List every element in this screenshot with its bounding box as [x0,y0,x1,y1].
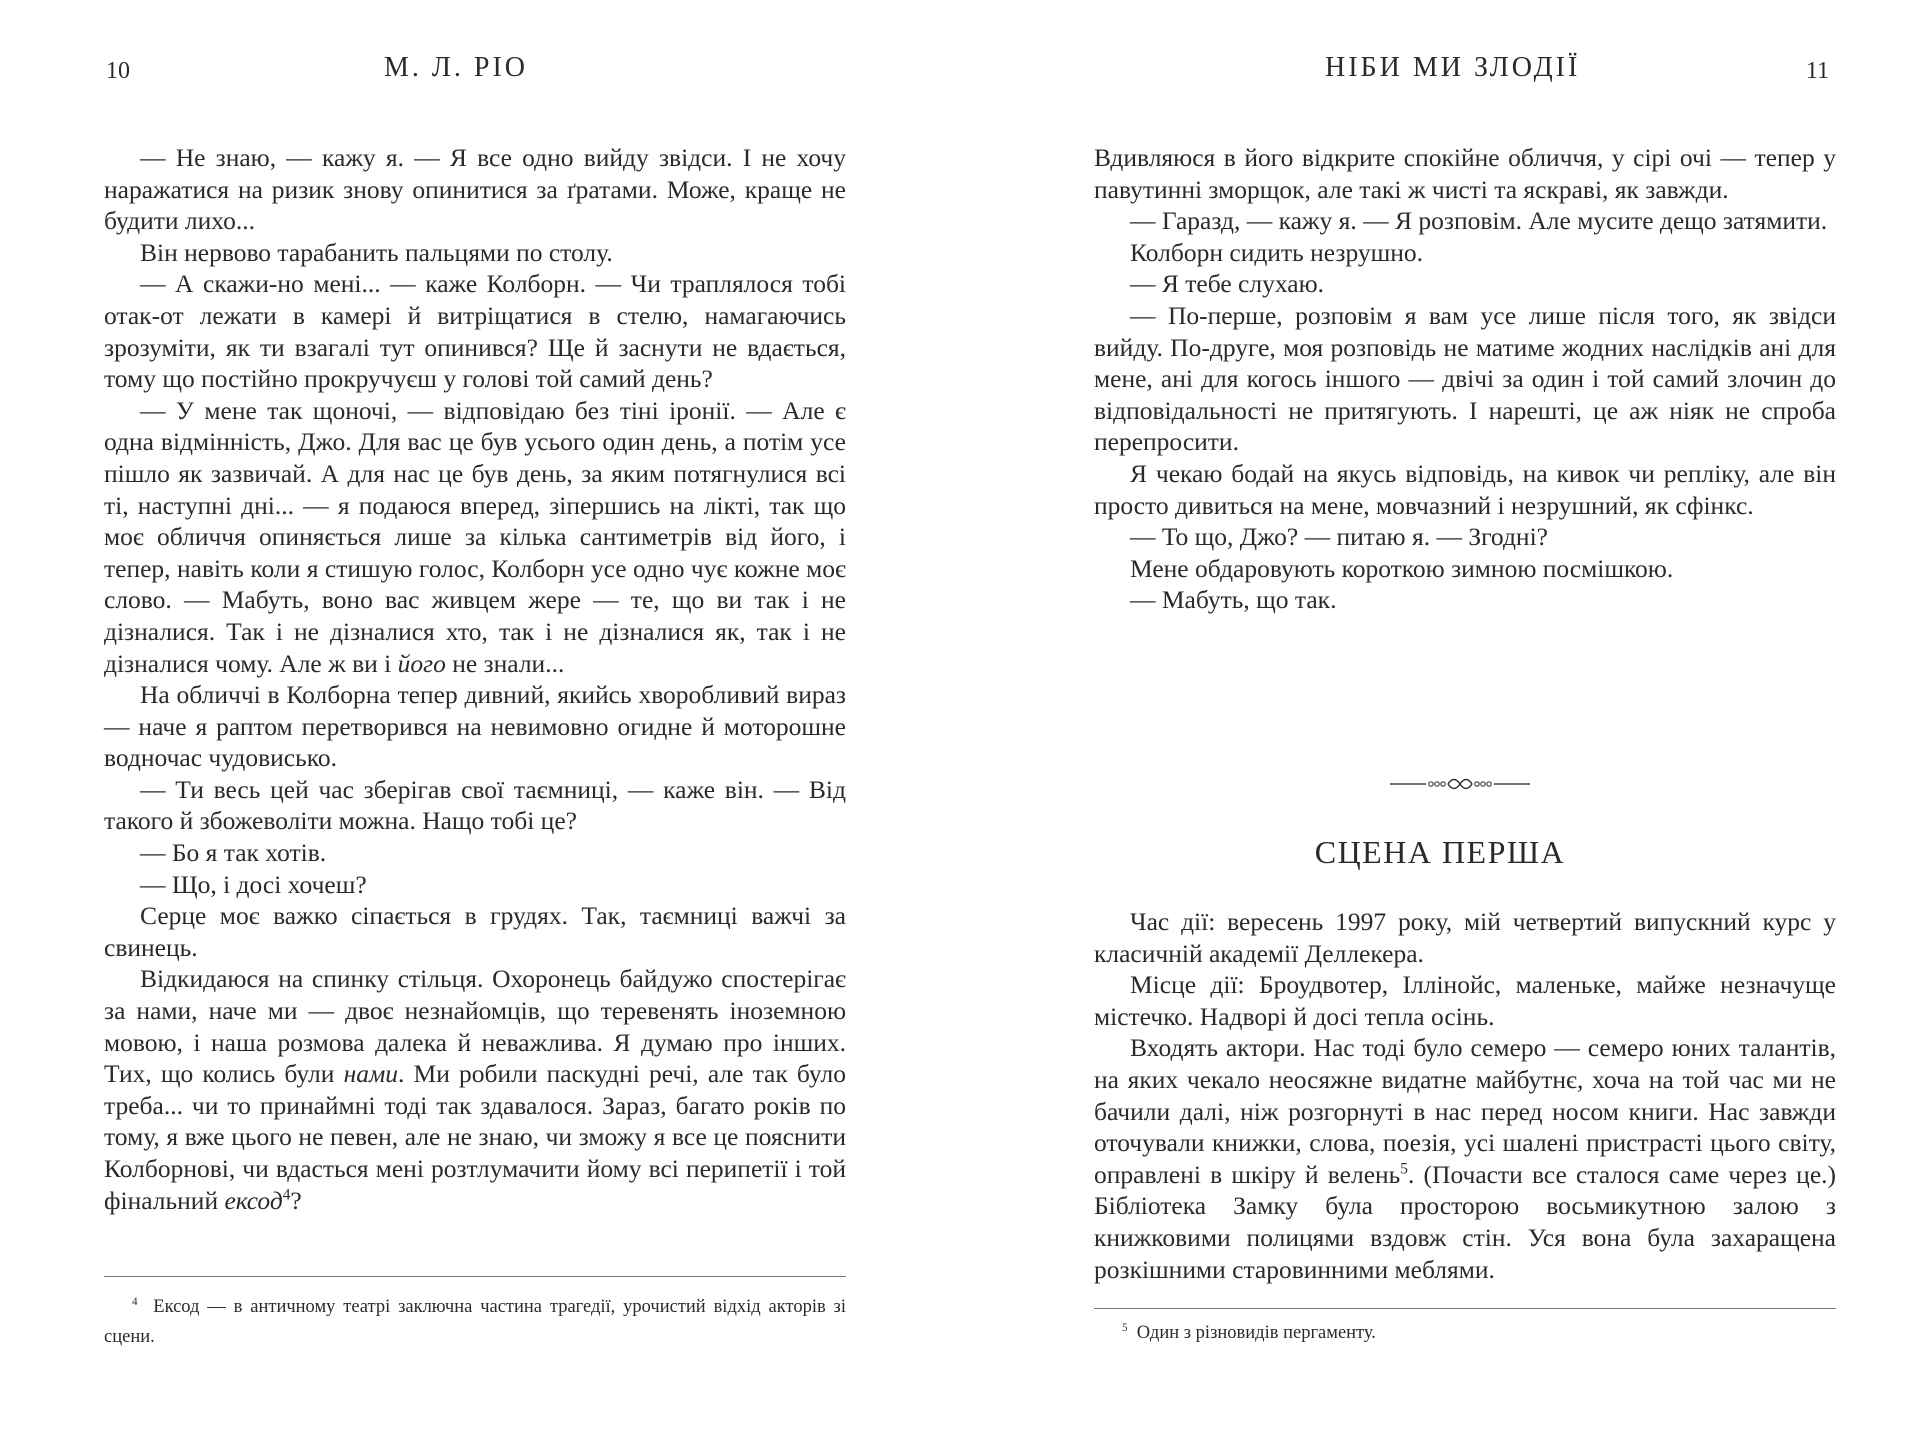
paragraph: Вдивляюся в його відкрите спокійне обличчя, у сірі очі — тепер у павутинні зморщок, але такі ж чисті та яскраві, як завжди. [1094,143,1836,204]
footnote-ref: 5 [1400,1160,1408,1178]
italic-text: його [397,648,446,678]
paragraph: — Що, і досі хочеш? [140,869,367,899]
paragraph: — Ти весь цей час зберігав свої таємниці, — каже він. — Від такого й збожеволіти можна. Нащо тобі це? [104,774,846,836]
running-head: М. Л. РІО [384,52,529,83]
paragraph [104,395,846,679]
paragraph: Час дії: вересень 1997 року, мій четвертий випускний курс у класичній академії Деллекера. [1094,907,1836,968]
footnote-text: Ексод — в античному театрі заключна частина трагедії, урочистий відхід акторів зі сцени. [104,1297,846,1347]
body-text [1094,142,1836,616]
italic-text: ексод [224,1185,283,1215]
page-number: 10 [106,58,130,84]
paragraph: Він нервово тарабанить пальцями по столу. [140,237,613,267]
footnote-mark: 5 [1122,1321,1128,1334]
paragraph: — То що, Джо? — питаю я. — Згодні? [1130,522,1548,552]
paragraph: Серце моє важко сіпається в грудях. Так, таємниці важчі за свинець. [104,901,846,962]
scene-title: СЦЕНА ПЕРША [1314,834,1566,870]
paragraph [104,963,846,1216]
text-run: . Ми робили паскудні речі, але так було треба... чи то принаймні тоді так здавалося. Зараз, багато років по тому, я вже цього не певен, але не знаю, чи зможу я все це пояснити Колборнові, чи вдасться мені розтлумачити йому всі перипетії і той фінальний [104,1059,847,1215]
text-run: Відкидаюся на спинку стільця. Охоронець байдужо спостерігає за нами, наче ми — двоє незнайомців, що теревенять іноземною мовою, і наша розмова далека й неважлива. Я думаю про інших. Тих, що колись були [104,964,846,1089]
body-text [104,142,846,1216]
text-run: ? [290,1185,302,1215]
paragraph: Я чекаю бодай на якусь відповідь, на кивок чи репліку, але він просто дивиться на мене, мовчазний і незрушний, як сфінкс. [1094,458,1836,520]
scene-text [1094,906,1836,1285]
paragraph: — Мабуть, що так. [1130,585,1337,615]
footnote-rule [1094,1308,1836,1309]
paragraph: — Бо я так хотів. [140,838,327,868]
footnote-text: Один з різновидів пергаменту. [1136,1323,1376,1343]
footnote-ref: 4 [282,1186,291,1204]
paragraph: Мене обдаровують короткою зимною посмішкою. [1130,553,1674,583]
page-number: 11 [1806,58,1830,84]
footnote [1094,1318,1836,1348]
paragraph [1094,1032,1836,1285]
footnote [104,1292,846,1352]
text-run: не знали... [452,648,565,678]
paragraph: — Я тебе слухаю. [1130,269,1325,299]
footnote-rule [104,1276,846,1277]
paragraph: Колборн сидить незрушно. [1130,237,1424,267]
italic-text: нами [343,1059,398,1089]
paragraph: На обличчі в Колборна тепер дивний, якийсь хворобливий вираз — наче я раптом перетворився на невимовно огидне й моторошне водночас чудовисько. [104,680,846,773]
footnote-mark: 4 [132,1295,138,1308]
text-run: . (Почасти все сталося саме через це.) Бібліотека Замку була просторою восьмикутною залою з книжковими полицями вздовж стін. Уся вона була захаращена розкішними старовинними меблями. [1094,1159,1837,1284]
paragraph: — А скажи-но мені... — каже Колборн. — Чи траплялося тобі отак-от лежати в камері й витріщатися в стелю, намагаючись зрозуміти, як ти взагалі тут опинився? Ще й заснути не вдається, тому що постійно прокручуєш у голові той самий день? [104,269,846,394]
paragraph: — Не знаю, — кажу я. — Я все одно вийду звідси. І не хочу наражатися на ризик знову опинитися за ґратами. Може, краще не будити лихо... [104,143,846,236]
paragraph: — По-перше, розповім я вам усе лише після того, як звідси вийду. По-друге, моя розповідь не матиме жодних наслідків ані для мене, ані для когось іншого — двічі за один і той самий злочин до відповідальності не притягують. І нарешті, це аж ніяк не спроба перепросити. [1094,300,1836,457]
running-head: НІБИ МИ ЗЛОДІЇ [1325,52,1581,83]
paragraph: Місце дії: Броудвотер, Іллінойс, маленьке, майже незначуще містечко. Надворі й досі тепла осінь. [1094,970,1836,1031]
paragraph: — Гаразд, — кажу я. — Я розповім. Але мусите дещо затямити. [1130,206,1828,236]
text-run: Входять актори. Нас тоді було семеро — семеро юних талантів, на яких чекало неосяжне видатне майбутнє, хоча на той час ми не бачили далі, ніж розгорнуті в нас перед носом книги. Нас завжди оточували книжки, слова, поезія, усі шалені пристрасті цього світу, оправлені в шкіру й велень [1094,1033,1836,1189]
right-page [960,0,1920,1440]
section-ornament-icon [1390,775,1530,793]
text-run: — У мене так щоночі, — відповідаю без тіні іронії. — Але є одна відмінність, Джо. Для вас це був усього один день, а потім усе пішло як зазвичай. А для нас це був день, за яким потягнулися всі ті, наступні дні... — я подаюся вперед, зіпершись на лікті, так що моє обличчя опиняється лише за кілька сантиметрів від його, і тепер, навіть коли я стишую голос, Колборн усе одно чує кожне моє слово. — Мабуть, воно вас живцем жере — те, що ви так і не дізналися. Так і не дізналися хто, так і не дізналися як, так і не дізналися чому. Але ж ви і [104,395,846,678]
